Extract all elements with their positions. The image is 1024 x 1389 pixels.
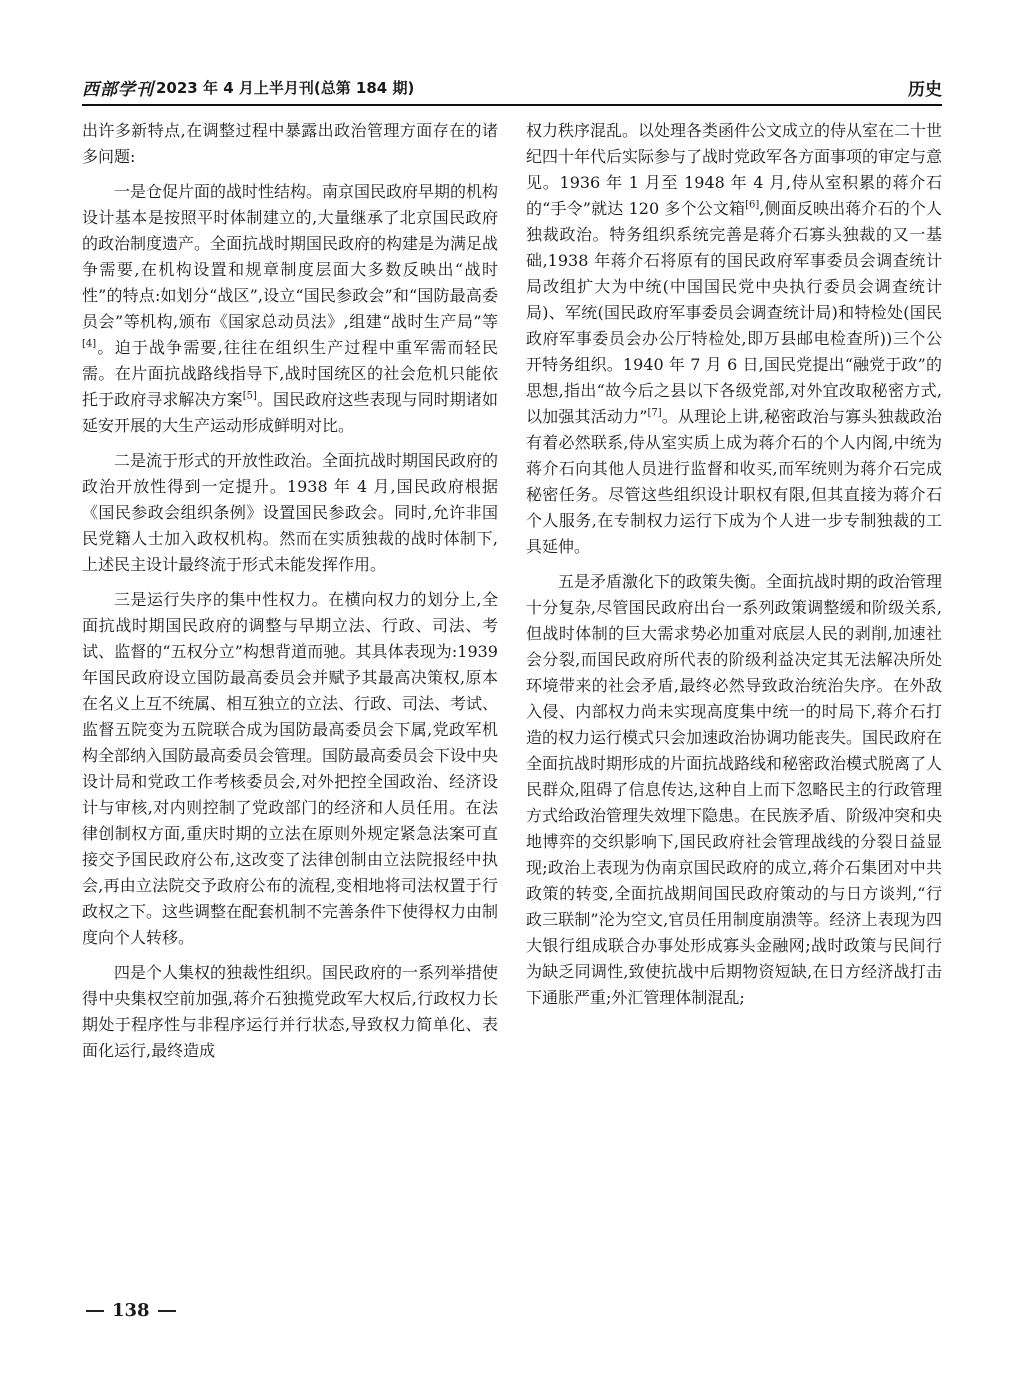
paragraph-text: 权力秩序混乱。以处理各类函件公文成立的侍从室在二十世纪四十年代后实际参与了战时党政军各方面事项的审定与意见。1936 年 1 月至 1948 年 4 月,侍从室积累的蒋介石的“手令”就达 120 多个公文箱 — [526, 121, 942, 218]
section-label: 历史 — [908, 79, 942, 100]
paragraph-text: ,侧面反映出蒋介石的个人独裁政治。特务组织系统完善是蒋介石寡头独裁的又一基础,1938 年蒋介石将原有的国民政府军事委员会调查统计局改组扩大为中统(中国国民党中央执行委员会调查统计局)、军统(国民政府军事委员会调查统计局)和特检处(国民政府军事委员会办公厅特检处,即万县邮电检查所))三个公开特务组织。1940 年 7 月 6 日,国民党提出“融党于政”的思想,指出“故今后之县以下各级党部,对外宜改取秘密方式,以加强其活动力” — [526, 199, 942, 426]
issue-info: 2023 年 4 月上半月刊(总第 184 期) — [156, 78, 415, 97]
citation-ref: [5] — [242, 390, 257, 402]
paragraph — [82, 179, 498, 439]
journal-logo: 西部学刊 — [82, 79, 154, 100]
paragraph: 二是流于形式的开放性政治。全面抗战时期国民政府的政治开放性得到一定提升。1938 年 4 月,国民政府根据《国民参政会组织条例》设置国民参政会。同时,允许非国民党籍人士加入政权机构。然而在实质独裁的战时体制下,上述民主设计最终流于形式未能发挥作用。 — [82, 451, 498, 574]
citation-ref: [7] — [647, 407, 662, 419]
running-header — [82, 70, 942, 106]
paragraph — [526, 118, 942, 560]
header-left — [82, 75, 414, 100]
paragraph: 三是运行失序的集中性权力。在横向权力的划分上,全面抗战时期国民政府的调整与早期立法、行政、司法、考试、监督的“五权分立”构想背道而驰。其具体表现为:1939 年国民政府设立国防最高委员会并赋予其最高决策权,原本在名义上互不统属、相互独立的立法、行政、司法、考试、监督五院变为五院联合成为国防最高委员会下属,党政军机构全部纳入国防最高委员会管理。国防最高委员会下设中央设计局和党政工作考核委员会,对外把控全国政治、经济设计与审核,对内则控制了党政部门的经济和人员任用。在法律创制权方面,重庆时期的立法在原则外规定紧急法案可直接交予国民政府公布,这改变了法律创制由立法院报经中执会,再由立法院交予政府公布的流程,变相地将司法权置于行政权之下。这些调整在配套机制不完善条件下使得权力由制度向个人转移。 — [82, 590, 498, 947]
paragraph-text: 一是仓促片面的战时性结构。南京国民政府早期的机构设计基本是按照平时体制建立的,大量继承了北京国民政府的政治制度遗产。全面抗战时期国民政府的构建是为满足战争需要,在机构设置和规章制度层面大多数反映出“战时性”的特点:如划分“战区”,设立“国民参政会”和“国防最高委员会”等机构,颁布《国家总动员法》,组建“战时生产局”等 — [82, 182, 498, 331]
paragraph: 四是个人集权的独裁性组织。国民政府的一系列举措使得中央集权空前加强,蒋介石独揽党政军大权后,行政权力长期处于程序性与非程序运行并行状态,导致权力简单化、表面化运行,最终造成 — [82, 963, 498, 1060]
paragraph-text: 。从理论上讲,秘密政治与寡头独裁政治有着必然联系,侍从室实质上成为蒋介石的个人内阁,中统为蒋介石向其他人员进行监督和收买,而军统则为蒋介石完成秘密任务。尽管这些组织设计职权有限,但其直接为蒋介石个人服务,在专制权力运行下成为个人进一步专制独裁的工具延伸。 — [526, 407, 942, 556]
citation-ref: [6] — [745, 199, 760, 211]
paragraph-text: 。国民政府这些表现与同时期诸如延安开展的大生产运动形成鲜明对比。 — [82, 390, 498, 435]
right-column — [526, 118, 942, 1298]
page-number: 138 — [112, 1300, 150, 1321]
page-footer — [86, 1300, 176, 1321]
paragraph: 五是矛盾激化下的政策失衡。全面抗战时期的政治管理十分复杂,尽管国民政府出台一系列政策调整缓和阶级关系,但战时体制的巨大需求势必加重对底层人民的剥削,加速社会分裂,而国民政府所代表的阶级利益决定其无法解决所处环境带来的社会矛盾,最终必然导致政治统治失序。在外敌入侵、内部权力尚未实现高度集中统一的时局下,蒋介石打造的权力运行模式只会加速政治协调功能丧失。国民政府在全面抗战时期形成的片面抗战路线和秘密政治模式脱离了人民群众,阻碍了信息传达,这种自上而下忽略民主的行政管理方式给政治管理失效埋下隐患。在民族矛盾、阶级冲突和央地博弈的交织影响下,国民政府社会管理战线的分裂日益显现;政治上表现为伪南京国民政府的成立,蒋介石集团对中共政策的转变,全面抗战期间国民政府策动的与日方谈判,“行政三联制”沦为空文,官员任用制度崩溃等。经济上表现为四大银行组成联合办事处形成寡头金融网;战时政策与民间行为缺乏同调性,致使抗战中后期物资短缺,在日方经济战打击下通胀严重;外汇管理体制混乱; — [526, 572, 942, 1007]
left-column — [82, 118, 498, 1298]
paragraph-text: 。迫于战争需要,往往在组织生产过程中重军需而轻民需。在片面抗战路线指导下,战时国统区的社会危机只能依托于政府寻求解决方案 — [82, 338, 498, 409]
article-body — [82, 118, 942, 1298]
paragraph: 出许多新特点,在调整过程中暴露出政治管理方面存在的诸多问题: — [82, 121, 498, 166]
citation-ref: [4] — [82, 338, 97, 350]
footer-dash-right — [158, 1310, 176, 1312]
footer-dash-left — [86, 1310, 104, 1312]
